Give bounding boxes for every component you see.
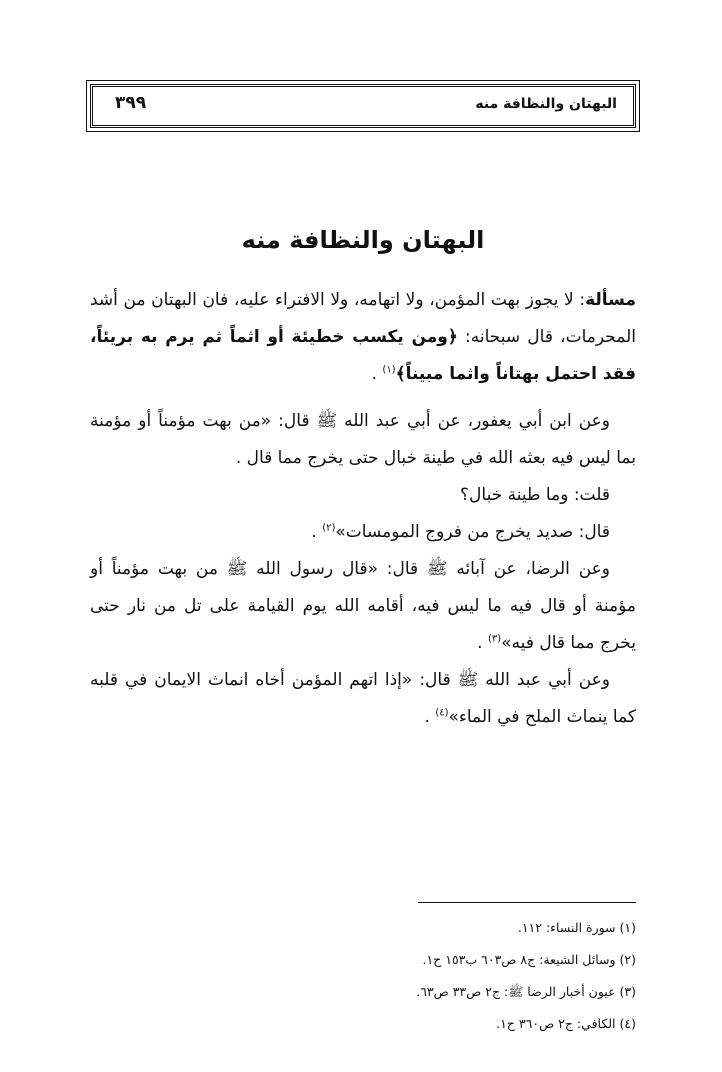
footnote-ref: (٣) — [487, 633, 502, 645]
running-header-title: البهتان والنظافة منه — [475, 96, 617, 112]
paragraph-text: قال: صديد يخرج من فروج المومسات» — [335, 522, 610, 542]
paragraph-2 — [90, 403, 636, 477]
paragraph-3 — [90, 477, 636, 514]
paragraph-1 — [90, 282, 636, 393]
paragraph-end: . — [477, 633, 488, 653]
paragraph-text: وعن الرضا، عن آبائه ﷺ قال: «قال رسول الله ﷺ من بهت مؤمناً أو مؤمنة أو قال فيه ما ليس فيه، أقامه الله يوم القيامة على تل من نار حتى يخرج مما قال فيه» — [90, 559, 636, 653]
quran-verse: ﴿ومن يكسب خطيئة أو اثماً ثم يرم به بريئاً، فقد احتمل بهتاناً واثما مبيناً﴾ — [90, 327, 636, 384]
paragraph-4 — [90, 514, 636, 551]
chapter-title: البهتان والنظافة منه — [241, 226, 485, 254]
paragraph-text: وعن ابن أبي يعفور، عن أبي عبد الله ﷺ قال: «من بهت مؤمناً أو مؤمنة بما ليس فيه بعثه الله في طينة خبال حتى يخرج مما قال . — [90, 411, 636, 468]
paragraph-5 — [90, 551, 636, 662]
paragraph-6 — [90, 662, 636, 736]
paragraph-lead-word: مسألة — [585, 290, 636, 310]
footnotes — [240, 912, 636, 1040]
footnote-1: (١) سورة النساء: ١١٢. — [517, 920, 636, 935]
body-text — [90, 282, 636, 736]
paragraph-text: قلت: وما طينة خبال؟ — [460, 485, 610, 505]
paragraph-end: . — [424, 707, 436, 727]
footnote-divider — [418, 902, 636, 903]
page-number: ٣٩٩ — [115, 93, 147, 113]
footnote-ref: (٢) — [322, 522, 336, 534]
paragraph-text: وعن أبي عبد الله ﷺ قال: «إذا اتهم المؤمن أخاه انماث الايمان في قلبه كما ينماث الملح في الماء» — [90, 670, 636, 727]
footnote-2: (٢) وسائل الشيعة: ج٨ ص٦٠٣ ب١٥٣ ح١. — [422, 952, 636, 967]
footnote-ref: (٤) — [435, 707, 449, 719]
footnote-ref: (١) — [382, 364, 396, 376]
paragraph-end: . — [311, 522, 323, 542]
running-header — [90, 84, 636, 128]
footnote-3: (٣) عيون أخبار الرضا ﷺ: ج٢ ص٣٣ ص٦٣. — [416, 984, 636, 999]
paragraph-text: : لا يجوز بهت المؤمن، ولا اتهامه، ولا الافتراء عليه، فان البهتان من أشد المحرمات، قال سبحانه: — [90, 290, 636, 347]
paragraph-end: . — [371, 364, 383, 384]
footnote-4: (٤) الكافي: ج٢ ص٣٦٠ ح١. — [496, 1016, 636, 1031]
